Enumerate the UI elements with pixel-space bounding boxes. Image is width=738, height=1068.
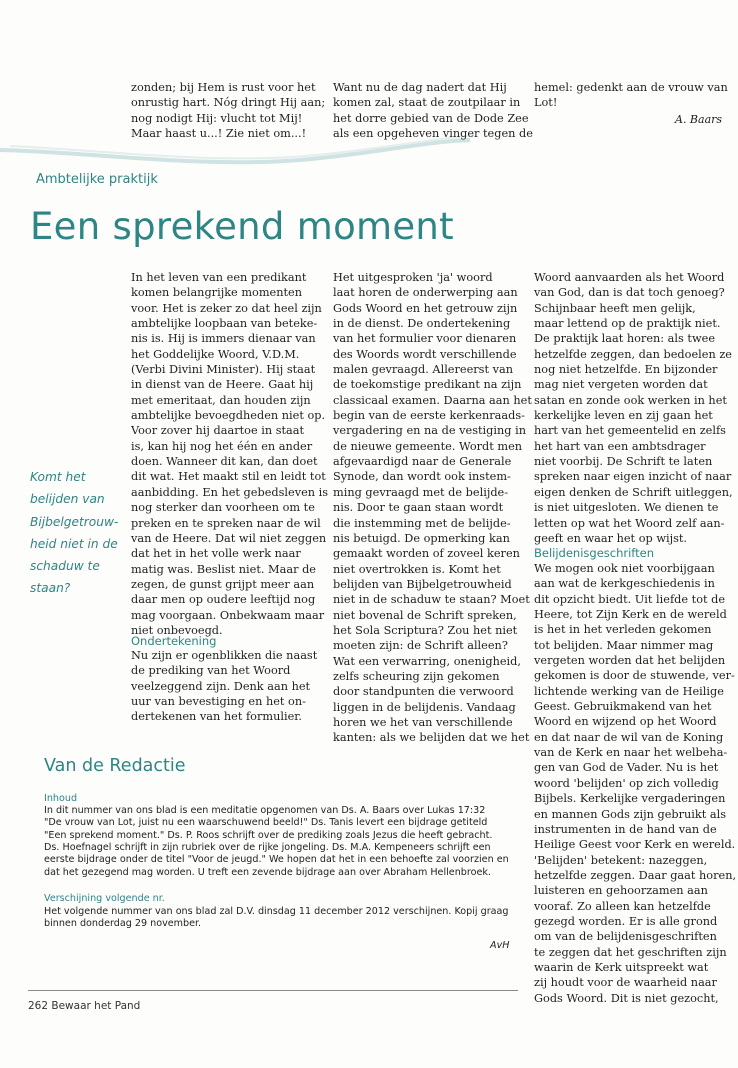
text-line: belijden van Bijbelgetrouwheid — [333, 577, 512, 591]
text-line: aan wat de kerkgeschiedenis in — [534, 577, 715, 591]
text-line: matig was. Beslist niet. Maar de — [131, 562, 316, 576]
text-line: Wat een verwarring, onenigheid, — [333, 654, 521, 668]
text-line: dertekenen van het formulier. — [131, 710, 303, 724]
top-column-1 — [131, 80, 325, 141]
text-line: gemaakt worden of zoveel keren — [333, 547, 520, 561]
text-line: het dorre gebied van de Dode Zee — [333, 111, 529, 125]
text-line: moeten zijn: de Schrift alleen? — [333, 639, 508, 653]
text-line: onrustig hart. Nóg dringt Hij aan; — [131, 96, 326, 110]
text-line: nog nodigt Hij: vlucht tot Mij! — [131, 111, 303, 125]
text-line: ambtelijke bevoegdheden niet op. — [131, 409, 326, 423]
text-line: woord 'belijden' op zich volledig — [534, 776, 719, 790]
text-line: afgevaardigd naar de Generale — [333, 455, 512, 469]
text-line: Gods Woord. Dit is niet gezocht, — [534, 991, 719, 1005]
text-line: van de Heere. Dat wil niet zeggen — [131, 531, 327, 545]
page-title: Een sprekend moment — [30, 205, 454, 248]
text-line: Nu zijn er ogenblikken die naast — [131, 649, 318, 662]
text-line: Maar haast u...! Zie niet om...! — [131, 127, 307, 141]
text-line: We mogen ook niet voorbijgaan — [534, 562, 715, 575]
subhead-ondertekening: Ondertekening — [131, 634, 217, 648]
text-line: door standpunten die verwoord — [333, 685, 514, 699]
pull-quote-line: belijden van — [30, 492, 105, 507]
text-line: niet in de schaduw te staan? Moet — [333, 593, 530, 607]
text-line: Gods Woord en het getrouw zijn — [333, 301, 518, 315]
text-line: daar men op oudere leeftijd nog — [131, 593, 316, 607]
text-line: en dat naar de wil van de Koning — [534, 730, 724, 744]
pull-quote-line: Komt het — [30, 470, 86, 484]
text-line: mag niet vergeten worden dat — [534, 378, 708, 392]
text-line: te zeggen dat het geschriften zijn — [534, 945, 727, 959]
text-line: nog niet hetzelfde. En bijzonder — [534, 363, 718, 377]
redactie-title: Van de Redactie — [44, 756, 186, 776]
text-line: Geest. Gebruikmakend van het — [534, 700, 712, 714]
text-line: waarin de Kerk uitspreekt wat — [534, 960, 709, 974]
text-line: maar lettend op de praktijk niet. — [534, 317, 721, 331]
article-column-3a — [534, 270, 733, 546]
redactie-inhoud-text — [44, 805, 509, 879]
text-line: kanten: als we belijden dat we het — [333, 731, 530, 745]
text-line: zelfs scheuring zijn gekomen — [333, 669, 500, 683]
text-line: hetzelfde zeggen, dan bedoelen ze — [534, 347, 732, 361]
top-column-2 — [333, 80, 533, 141]
text-line: Synode, dan wordt ook instem- — [333, 470, 511, 484]
text-line: gekomen is door de stuwende, ver- — [534, 669, 735, 683]
text-line: het Sola Scriptura? Zou het niet — [333, 623, 518, 637]
redactie-verschijning-label: Verschijning volgende nr. — [44, 893, 165, 904]
text-line: als een opgeheven vinger tegen de — [333, 127, 533, 141]
text-line: Voor zover hij daartoe in staat — [131, 424, 305, 438]
text-line: doen. Wanneer dit kan, dan doet — [131, 455, 318, 469]
text-line: begin van de eerste kerkenraads- — [333, 409, 525, 423]
text-line: gen van God de Vader. Nu is het — [534, 761, 719, 775]
text-line: gezegd worden. Er is alle grond — [534, 914, 718, 928]
text-line: komen belangrijke momenten — [131, 286, 303, 300]
pull-quote-line: schaduw te — [30, 559, 100, 574]
text-line: dat het gezegend mag worden. U treft een zevende bijdrage aan over Abraham Hellenbroek. — [44, 866, 491, 878]
text-line: van God, dan is dat toch genoeg? — [534, 286, 725, 300]
text-line: niet overtrokken is. Komt het — [333, 562, 501, 576]
text-line: laat horen de onderwerping aan — [333, 286, 518, 300]
text-line: "De vrouw van Lot, juist nu een waarschuwend beeld!" Ds. Tanis levert een bijdrage getiteld — [44, 817, 488, 829]
text-line: om van de belijdenisgeschriften — [534, 930, 717, 944]
pull-quote-line: staan? — [30, 581, 71, 596]
text-line: de nieuwe gemeente. Wordt men — [333, 439, 523, 453]
text-line: aanbidding. En het gebedsleven is — [131, 485, 329, 499]
redactie-signature: AvH — [490, 940, 510, 951]
text-line: De praktijk laat horen: als twee — [534, 332, 716, 346]
text-line: geeft en waar het op wijst. — [534, 531, 688, 545]
pull-quote-line: Bijbelgetrouw- — [30, 514, 119, 529]
text-line: mag voorgaan. Onbekwaam maar — [131, 608, 325, 622]
text-line: Bijbels. Kerkelijke vergaderingen — [534, 792, 726, 806]
redactie-inhoud-label: Inhoud — [44, 793, 78, 804]
text-line: zij houdt voor de waarheid naar — [534, 976, 717, 990]
text-line: Ds. Hoefnagel schrijft in zijn rubriek over de rijke jongeling. Ds. M.A. Kempeneers schrijft een — [44, 842, 491, 854]
text-line: die instemming met de belijde- — [333, 516, 511, 530]
text-line: Schijnbaar heeft men gelijk, — [534, 301, 696, 315]
text-line: de prediking van het Woord — [131, 664, 291, 678]
text-line: Het volgende nummer van ons blad zal D.V. dinsdag 11 december 2012 verschijnen. Kopij graag — [44, 906, 509, 917]
text-line: (Verbi Divini Minister). Hij staat — [131, 363, 316, 377]
text-line: vergeten worden dat het belijden — [534, 654, 726, 668]
text-line: zonden; bij Hem is rust voor het — [131, 81, 316, 94]
text-line: voor. Het is zeker zo dat heel zijn — [131, 301, 322, 315]
text-line: classicaal examen. Daarna aan het — [333, 393, 532, 407]
text-line: is, kan hij nog het één en ander — [131, 439, 313, 453]
text-line: dit wat. Het maakt stil en leidt tot — [131, 470, 326, 484]
text-line: het hart van een ambtsdrager — [534, 439, 706, 453]
text-line: niet voorbij. De Schrift te laten — [534, 455, 713, 469]
text-line: komen zal, staat de zoutpilaar in — [333, 96, 521, 110]
text-line: in de dienst. De ondertekening — [333, 317, 511, 331]
text-line: nis. Door te gaan staan wordt — [333, 501, 504, 515]
text-line: nog sterker dan voorheen om te — [131, 501, 315, 515]
text-line: in dienst van de Heere. Gaat hij — [131, 378, 314, 392]
text-line: nis betuigd. De opmerking kan — [333, 531, 510, 545]
text-line: zegen, de gunst grijpt meer aan — [131, 577, 315, 591]
article-column-2 — [333, 270, 532, 746]
text-line: tot belijden. Maar nimmer mag — [534, 638, 714, 652]
text-line: veelzeggend zijn. Denk aan het — [131, 679, 311, 693]
text-line: hetzelfde zeggen. Daar gaat horen, — [534, 868, 737, 882]
top-column-3 — [534, 80, 728, 111]
text-line: Lot! — [534, 96, 558, 110]
text-line: is niet uitgesloten. We dienen te — [534, 501, 719, 515]
redactie-verschijning-text — [44, 906, 509, 931]
text-line: binnen donderdag 29 november. — [44, 918, 202, 930]
text-line: en mannen Gods zijn gebruikt als — [534, 807, 727, 821]
text-line: uur van bevestiging en het on- — [131, 695, 306, 709]
text-line: Heilige Geest voor Kerk en wereld. — [534, 838, 736, 852]
text-line: van de Kerk en naar het welbeha- — [534, 746, 728, 760]
text-line: ming gevraagd met de belijde- — [333, 485, 509, 499]
pull-quote — [30, 466, 118, 600]
text-line: des Woords wordt verschillende — [333, 347, 517, 361]
text-line: instrumenten in de hand van de — [534, 822, 717, 836]
text-line: satan en zonde ook werken in het — [534, 393, 727, 407]
text-line: vooraf. Zo alleen kan hetzelfde — [534, 899, 711, 913]
text-line: kerkelijke leven en zij gaan het — [534, 409, 713, 423]
text-line: 'Belijden' betekent: nazeggen, — [534, 853, 708, 867]
text-line: vergadering en na de vestiging in — [333, 424, 526, 438]
footer — [28, 1000, 140, 1012]
text-line: ambtelijke loopbaan van beteke- — [131, 317, 318, 331]
subhead-belijdenisgeschriften: Belijdenisgeschriften — [534, 546, 655, 560]
text-line: lichtende werking van de Heilige — [534, 684, 724, 698]
text-line: In dit nummer van ons blad is een meditatie opgenomen van Ds. A. Baars over Lukas 17:32 — [44, 805, 486, 816]
text-line: horen we het van verschillende — [333, 715, 513, 729]
text-line: malen gevraagd. Allereerst van — [333, 363, 513, 377]
text-line: Het uitgesproken 'ja' woord — [333, 271, 493, 284]
text-line: Heere, tot Zijn Kerk en de wereld — [534, 608, 727, 622]
page-number: 262 — [28, 1000, 49, 1012]
text-line: niet onbevoegd. — [131, 623, 223, 637]
publication-name: Bewaar het Pand — [51, 1000, 141, 1012]
text-line: hart van het gemeentelid en zelfs — [534, 424, 726, 438]
text-line: Woord en wijzend op het Woord — [534, 715, 717, 729]
top-author: A. Baars — [675, 113, 723, 126]
text-line: Want nu de dag nadert dat Hij — [333, 81, 507, 94]
text-line: nis is. Hij is immers dienaar van — [131, 332, 316, 346]
text-line: preken en te spreken naar de wil — [131, 516, 321, 530]
text-line: dat het in het volle werk naar — [131, 547, 301, 561]
text-line: eerste bijdrage onder de titel "Voor de jeugd." We hopen dat het in een behoefte zal voorzien en — [44, 854, 509, 866]
text-line: van het formulier voor dienaren — [333, 332, 517, 346]
text-line: liggen in de belijdenis. Vandaag — [333, 700, 516, 714]
text-line: het Goddelijke Woord, V.D.M. — [131, 347, 300, 361]
footer-rule — [28, 990, 518, 991]
article-column-1 — [131, 270, 328, 638]
text-line: luisteren en gehoorzamen aan — [534, 884, 708, 898]
text-line: In het leven van een predikant — [131, 271, 307, 284]
text-line: hemel: gedenkt aan de vrouw van — [534, 81, 728, 94]
text-line: met emeritaat, dan houden zijn — [131, 393, 311, 407]
text-line: dit opzicht biedt. Uit liefde tot de — [534, 592, 726, 606]
text-line: de toekomstige predikant na zijn — [333, 378, 522, 392]
pull-quote-line: heid niet in de — [30, 536, 118, 551]
text-line: Woord aanvaarden als het Woord — [534, 271, 725, 284]
text-line: "Een sprekend moment." Ds. P. Roos schrijft over de prediking zoals Jezus die heeft gebracht. — [44, 829, 493, 841]
text-line: eigen denken de Schrift uitleggen, — [534, 485, 733, 499]
text-line: niet bovenal de Schrift spreken, — [333, 608, 517, 622]
text-line: spreken naar eigen inzicht of naar — [534, 470, 732, 484]
article-column-1b — [131, 648, 317, 725]
article-column-3b — [534, 561, 736, 1006]
text-line: letten op wat het Woord zelf aan- — [534, 516, 725, 530]
text-line: is het in het verleden gekomen — [534, 623, 712, 637]
section-tag: Ambtelijke praktijk — [36, 172, 158, 187]
